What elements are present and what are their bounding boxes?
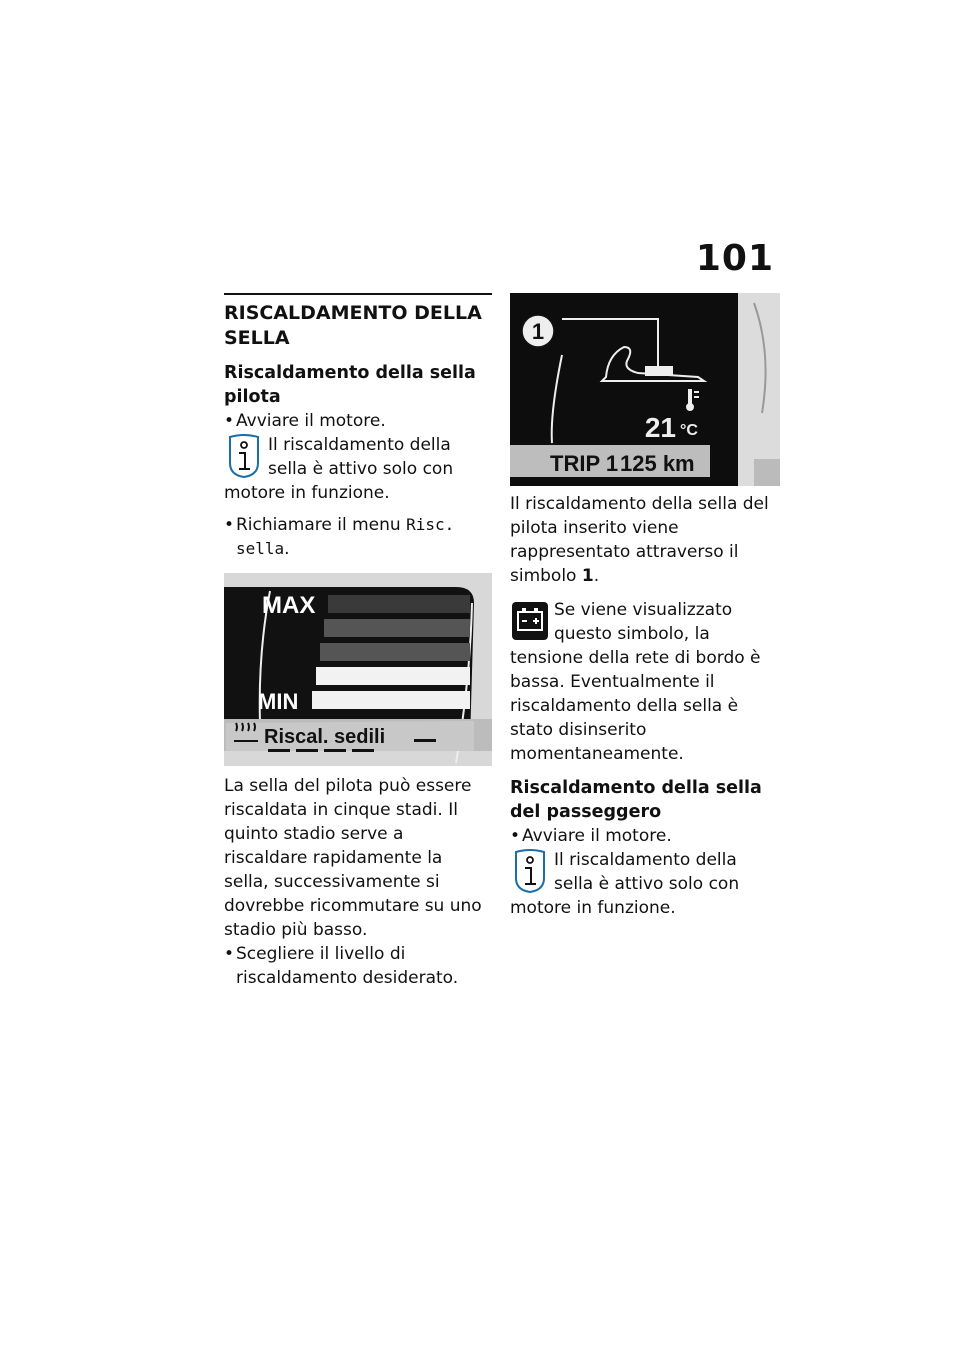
left-column (224, 293, 492, 990)
subheading-rider: Riscaldamento della sella pilota (224, 363, 476, 407)
note-text: Se viene visualizzato questo simbolo, la tensione della rete di bordo è bassa. Eventualmente il riscaldamento della sella è stato disinserito momentaneamente. (510, 600, 761, 764)
menu-label: Riscal. sedili (264, 726, 386, 748)
bullet-open-menu (224, 513, 492, 561)
note-text: Il riscaldamento della sella è attivo solo con motore in funzione. (510, 850, 740, 918)
battery-warning-icon (510, 598, 550, 644)
para-symbol (510, 492, 778, 588)
section-rule (224, 293, 492, 295)
subheading-passenger: Riscaldamento della sella del passeggero (510, 778, 762, 822)
para-symbol-prefix: Il riscaldamento della sella del pilota inserito viene rappresentato attraverso il simbolo (510, 494, 769, 586)
note-text: Il riscaldamento della sella è attivo solo con motore in funzione. (224, 435, 454, 503)
para-symbol-suffix: . (593, 566, 600, 586)
label-max: MAX (262, 592, 316, 619)
bullet-start-engine: • Avviare il motore. (224, 409, 492, 433)
trip-display-figure (510, 293, 780, 486)
bullet-start-engine-passenger: • Avviare il motore. (510, 824, 778, 848)
section-heading: RISCALDAMENTO DELLA SELLA (224, 302, 482, 349)
right-column (510, 293, 778, 920)
symbol-ref: 1 (581, 566, 594, 586)
page-number: 101 (695, 238, 774, 279)
label-min: MIN (258, 689, 299, 714)
para-heating-stages: La sella del pilota può essere riscaldata in cinque stadi. Il quinto stadio serve a riscaldare rapidamente la sella, successivamente si dovrebbe ricommutare su uno stadio più basso. (224, 776, 482, 940)
seat-heating-display (224, 573, 492, 766)
temperature-unit: °C (680, 422, 698, 439)
trip-label: TRIP 1 (550, 451, 619, 476)
trip-display (510, 293, 780, 486)
menu-name: Risc. sella (236, 515, 455, 558)
callout-number: 1 (531, 319, 545, 344)
note-engine-running-passenger (510, 848, 778, 920)
seat-heating-display-figure (224, 573, 492, 766)
info-icon (224, 433, 264, 479)
info-icon (510, 848, 550, 894)
temperature-value: 21 (644, 412, 676, 443)
bullet-menu-suffix: . (284, 539, 290, 559)
bullet-menu-prefix: Richiamare il menu (236, 515, 407, 535)
note-engine-running (224, 433, 492, 505)
note-low-voltage (510, 598, 778, 766)
trip-value: 125 km (620, 451, 695, 476)
bullet-choose-level: • Scegliere il livello di riscaldamento desiderato. (224, 942, 492, 990)
